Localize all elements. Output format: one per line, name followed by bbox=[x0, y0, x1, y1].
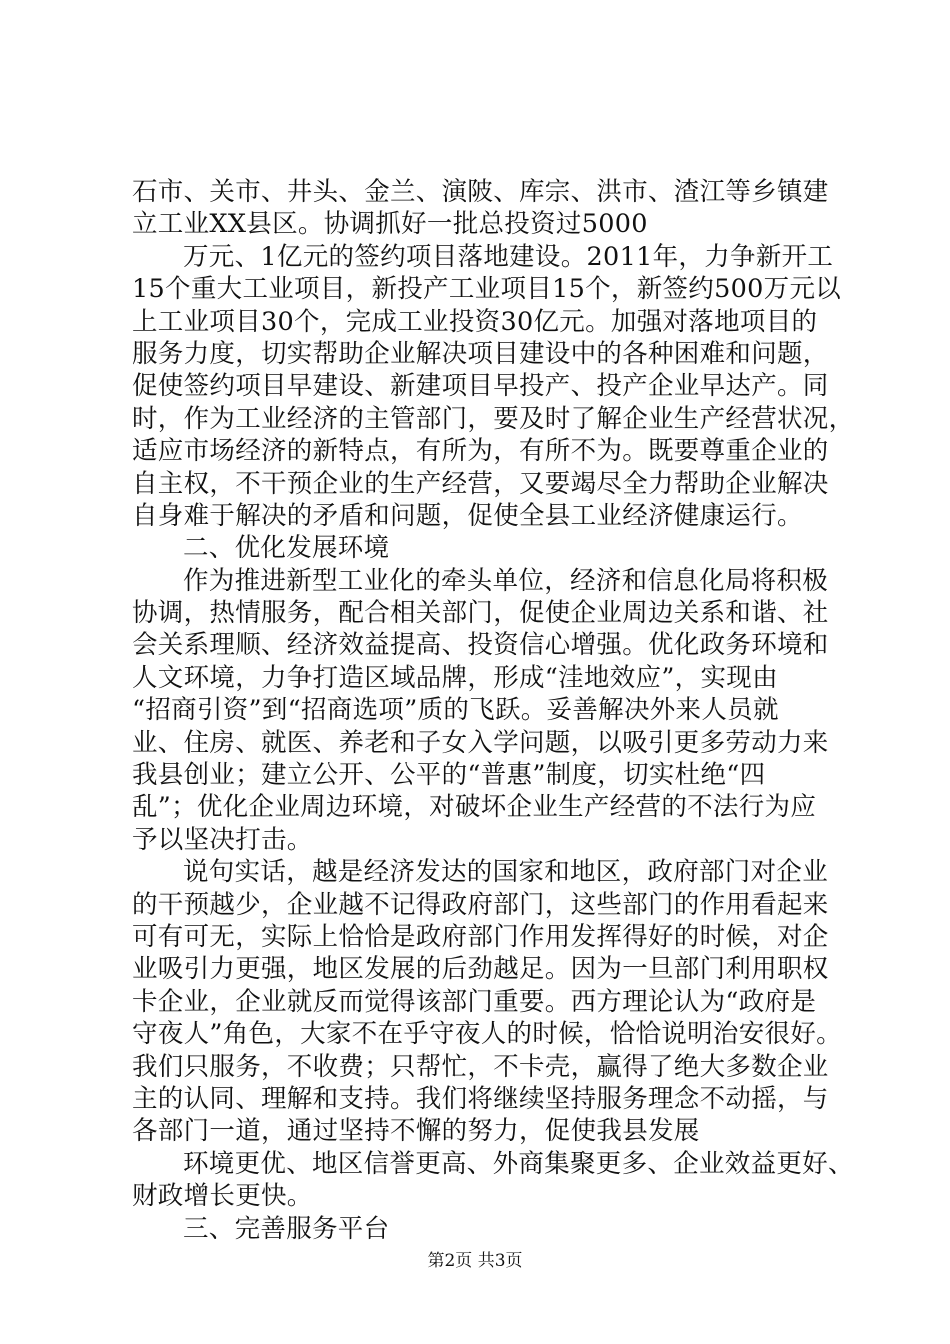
text-line: 石市、关市、井头、金兰、演陂、库宗、洪市、渣江等乡镇建 bbox=[132, 177, 829, 207]
text-line: 15个重大工业项目，新投产工业项目15个，新签约500万元以 bbox=[132, 274, 842, 305]
text-line: 促使签约项目早建设、新建项目早投产、投产企业早达产。同 bbox=[132, 371, 829, 402]
text-line: “招商引资”到“招商选项”质的飞跃。妥善解决外来人员就 bbox=[132, 695, 779, 726]
text-line: 万元、1亿元的签约项目落地建设。2011年，力争新开工 bbox=[183, 241, 834, 272]
text-line: 业、住房、就医、养老和子女入学问题，以吸引更多劳动力来 bbox=[132, 727, 829, 758]
text-line: 各部门一道，通过坚持不懈的努力，促使我县发展 bbox=[132, 1116, 700, 1147]
text-line: 人文环境，力争打造区域品牌，形成“洼地效应”，实现由 bbox=[132, 662, 778, 693]
text-line: 说句实话，越是经济发达的国家和地区，政府部门对企业 bbox=[183, 857, 829, 888]
text-line: 予以坚决打击。 bbox=[132, 824, 313, 855]
text-line: 时，作为工业经济的主管部门，要及时了解企业生产经营状况， bbox=[132, 403, 855, 434]
text-line: 协调，热情服务，配合相关部门，促使企业周边关系和谐、社 bbox=[132, 598, 829, 629]
text-line: 卡企业，企业就反而觉得该部门重要。西方理论认为“政府是 bbox=[132, 986, 817, 1017]
text-line: 自主权，不干预企业的生产经营，又要竭尽全力帮助企业解决 bbox=[132, 468, 829, 499]
document-body bbox=[132, 176, 855, 1245]
text-line: 主的认同、理解和支持。我们将继续坚持服务理念不动摇，与 bbox=[132, 1083, 829, 1114]
text-line: 可有可无，实际上恰恰是政府部门作用发挥得好的时候，对企 bbox=[132, 921, 829, 952]
text-line: 适应市场经济的新特点，有所为，有所不为。既要尊重企业的 bbox=[132, 436, 829, 467]
text-line: 二、优化发展环境 bbox=[183, 533, 390, 564]
text-line: 作为推进新型工业化的牵头单位，经济和信息化局将积极 bbox=[183, 565, 829, 596]
text-line: 会关系理顺、经济效益提高、投资信心增强。优化政务环境和 bbox=[132, 630, 829, 661]
text-line: 财政增长更快。 bbox=[132, 1181, 313, 1212]
text-line: 自身难于解决的矛盾和问题，促使全县工业经济健康运行。 bbox=[132, 500, 803, 531]
text-line: 环境更优、地区信誉更高、外商集聚更多、企业效益更好、 bbox=[183, 1148, 854, 1179]
text-line: 我们只服务，不收费；只帮忙，不卡壳，赢得了绝大多数企业 bbox=[132, 1051, 829, 1082]
text-line: 我县创业；建立公开、公平的“普惠”制度，切实杜绝“四 bbox=[132, 760, 766, 791]
page-footer: 第2页 共3页 bbox=[427, 1251, 523, 1271]
text-line: 守夜人”角色，大家不在乎守夜人的时候，恰恰说明治安很好。 bbox=[132, 1019, 842, 1050]
text-line: 服务力度，切实帮助企业解决项目建设中的各种困难和问题， bbox=[132, 338, 829, 369]
text-line: 乱”；优化企业周边环境，对破坏企业生产经营的不法行为应 bbox=[132, 792, 817, 823]
text-line: 立工业XX县区。协调抓好一批总投资过5000 bbox=[132, 209, 648, 240]
text-line: 上工业项目30个，完成工业投资30亿元。加强对落地项目的 bbox=[132, 306, 818, 337]
text-line: 三、完善服务平台 bbox=[183, 1213, 390, 1244]
text-line: 业吸引力更强，地区发展的后劲越足。因为一旦部门利用职权 bbox=[132, 954, 829, 985]
text-line: 的干预越少，企业越不记得政府部门，这些部门的作用看起来 bbox=[132, 889, 829, 920]
